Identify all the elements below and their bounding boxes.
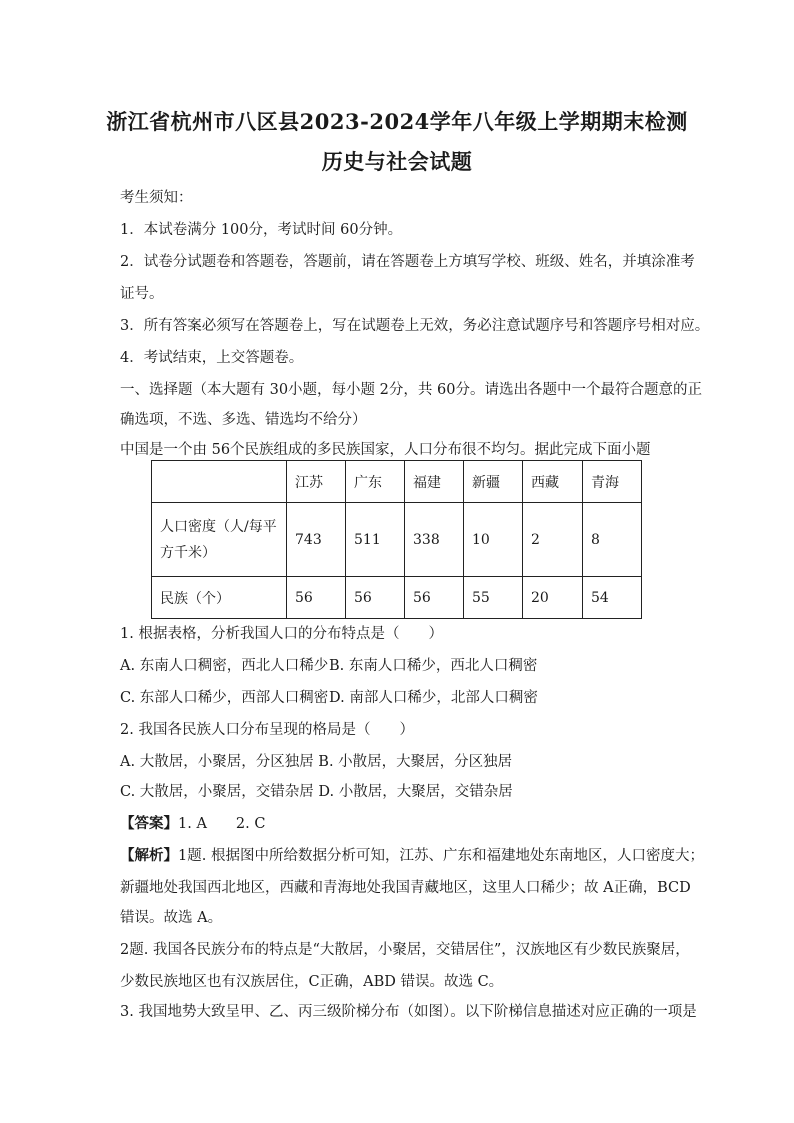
q1-option-d: D. 南部人口稀少，北部人口稠密 xyxy=(329,690,538,706)
q1-stem: 1. 根据表格，分析我国人口的分布特点是（ ） xyxy=(120,626,443,642)
population-table xyxy=(151,460,642,619)
analysis-line-2: 新疆地处我国西北地区，西藏和青海地处我国青藏地区，这里人口稀少；故 A正确，BCD xyxy=(120,880,691,896)
table-cell: 2 xyxy=(523,503,583,577)
answer-text: 1. A 2. C xyxy=(178,816,266,832)
q1-option-b: B. 东南人口稀少，西北人口稠密 xyxy=(329,658,538,674)
table-cell: 55 xyxy=(464,577,523,619)
answer-tag: 【答案】 xyxy=(120,815,178,832)
q2-options-cd: C. 大散居，小聚居，交错杂居 D. 小散居，大聚居，交错杂居 xyxy=(120,784,513,800)
table-header-cell xyxy=(152,461,287,503)
question-intro: 中国是一个由 56个民族组成的多民族国家，人口分布很不均匀。据此完成下面小题 xyxy=(120,442,651,458)
notice-item-4: 4．考试结束，上交答题卷。 xyxy=(120,350,304,366)
section-heading-cont: 确选项，不选、多选、错选均不给分） xyxy=(120,412,367,428)
table-cell: 54 xyxy=(583,577,642,619)
document-title: 浙江省杭州市八区县2023-2024学年八年级上学期期末检测 xyxy=(106,109,688,134)
notice-item-3: 3．所有答案必须写在答题卷上，写在试题卷上无效，务必注意试题序号和答题序号相对应。 xyxy=(120,318,710,334)
table-header-cell: 西藏 xyxy=(523,461,583,503)
table-cell: 338 xyxy=(405,503,464,577)
table-cell: 56 xyxy=(405,577,464,619)
analysis-text: 1题. 根据图中所给数据分析可知，江苏、广东和福建地处东南地区，人口密度大； xyxy=(178,848,704,864)
table-header-cell: 广东 xyxy=(346,461,405,503)
table-cell: 743 xyxy=(287,503,346,577)
table-header-row xyxy=(152,461,642,503)
table-row-label xyxy=(152,503,287,577)
analysis-tag: 【解析】 xyxy=(120,847,178,864)
table-row-label: 民族（个） xyxy=(152,577,287,619)
q2-options-ab: A. 大散居，小聚居，分区独居 B. 小散居，大聚居，分区独居 xyxy=(120,754,513,770)
document-subtitle: 历史与社会试题 xyxy=(321,149,473,174)
table-row xyxy=(152,577,642,619)
q1-options-cd xyxy=(120,688,700,708)
section-heading: 一、选择题（本大题有 30小题，每小题 2分，共 60分。请选出各题中一个最符合题意的正 xyxy=(120,382,702,398)
notice-item-1: 1．本试卷满分 100分，考试时间 60分钟。 xyxy=(120,222,403,238)
q3-stem: 3. 我国地势大致呈甲、乙、丙三级阶梯分布（如图）。以下阶梯信息描述对应正确的一项是 xyxy=(120,1004,697,1020)
q2-stem: 2. 我国各民族人口分布呈现的格局是（ ） xyxy=(120,722,414,738)
table-cell: 8 xyxy=(583,503,642,577)
table-header-cell: 青海 xyxy=(583,461,642,503)
analysis-line-4: 2题. 我国各民族分布的特点是“大散居，小聚居，交错居住”，汉族地区有少数民族聚居， xyxy=(120,942,690,958)
table-cell: 511 xyxy=(346,503,405,577)
notice-heading: 考生须知： xyxy=(120,190,193,206)
table-row-label-line: 方千米） xyxy=(160,544,216,561)
table-header-cell: 江苏 xyxy=(287,461,346,503)
answer-line xyxy=(120,814,700,834)
analysis-line-1 xyxy=(120,846,704,866)
q1-option-c: C. 东部人口稀少，西部人口稠密 xyxy=(120,690,329,706)
table-row-label-line: 人口密度（人/每平 xyxy=(160,518,277,535)
table-cell: 10 xyxy=(464,503,523,577)
table-cell: 20 xyxy=(523,577,583,619)
q1-options-ab xyxy=(120,656,700,676)
table-header-cell: 新疆 xyxy=(464,461,523,503)
table-row xyxy=(152,503,642,577)
notice-item-2: 2．试卷分试题卷和答题卷，答题前，请在答题卷上方填写学校、班级、姓名，并填涂准考 xyxy=(120,254,695,270)
analysis-line-5: 少数民族地区也有汉族居住，C正确，ABD 错误。故选 C。 xyxy=(120,974,504,990)
q1-option-a: A. 东南人口稠密，西北人口稀少 xyxy=(120,658,329,674)
notice-item-2-cont: 证号。 xyxy=(120,286,164,302)
table-cell: 56 xyxy=(346,577,405,619)
analysis-line-3: 错误。故选 A。 xyxy=(120,910,223,926)
table-header-cell: 福建 xyxy=(405,461,464,503)
table-cell: 56 xyxy=(287,577,346,619)
